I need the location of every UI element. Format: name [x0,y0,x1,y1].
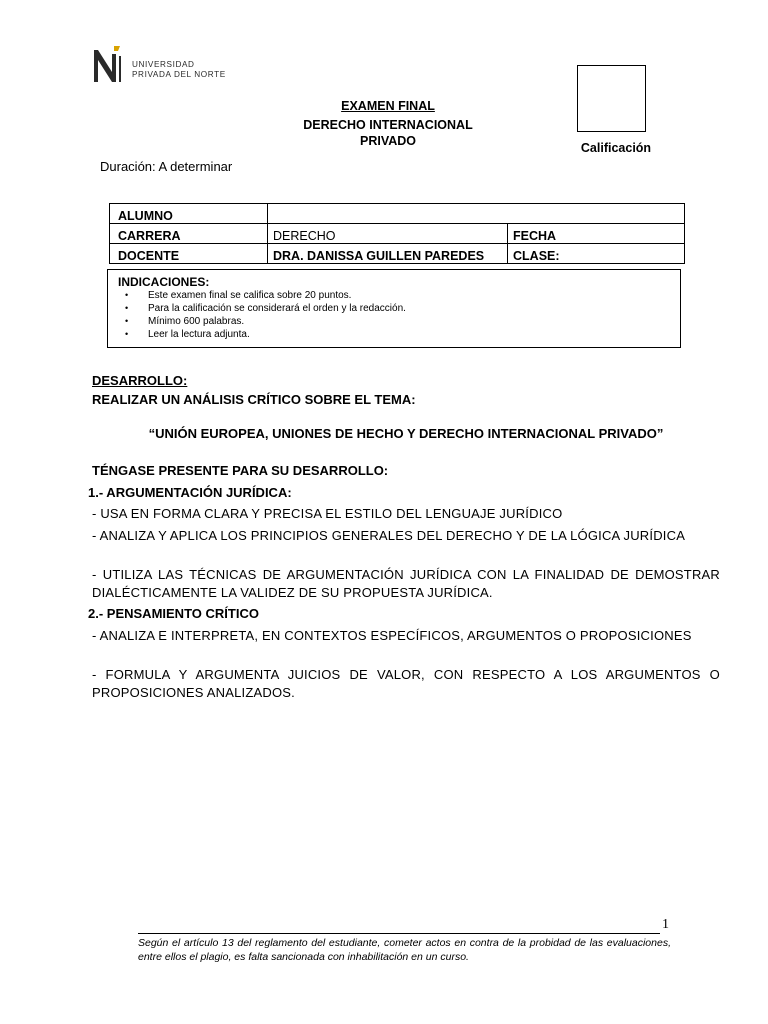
development-heading: DESARROLLO: [92,373,188,388]
section2-item: - ANALIZA E INTERPRETA, EN CONTEXTOS ESPECÍFICOS, ARGUMENTOS O PROPOSICIONES [92,628,692,643]
grade-box [577,65,646,132]
consider-heading: TÉNGASE PRESENTE PARA SU DESARROLLO: [92,463,389,478]
section2-item: - FORMULA Y ARGUMENTA JUICIOS DE VALOR, CON RESPECTO A LOS ARGUMENTOS O PROPOSICIONES ANALIZADOS. [92,667,720,700]
university-name-line2: PRIVADA DEL NORTE [132,69,226,79]
grade-label: Calificación [580,141,652,155]
indications-box [107,269,681,348]
section1-item: - USA EN FORMA CLARA Y PRECISA EL ESTILO DEL LENGUAJE JURÍDICO [92,506,563,521]
table-row [110,224,685,244]
table-row [110,244,685,264]
subject-title-line1: DERECHO INTERNACIONAL [303,118,473,132]
section1-item: - ANALIZA Y APLICA LOS PRINCIPIOS GENERALES DEL DERECHO Y DE LA LÓGICA JURÍDICA [92,528,686,543]
career-value: DERECHO [268,224,508,244]
list-item: • Este examen final se califica sobre 20 puntos. [125,290,352,301]
teacher-label: DOCENTE [110,244,268,264]
career-label: CARRERA [110,224,268,244]
indications-list [118,289,670,341]
section1-title: 1.- ARGUMENTACIÓN JURÍDICA: [88,485,292,500]
bullet-icon: • [125,329,129,339]
duration-text: Duración: A determinar [100,159,233,174]
essay-theme: “UNIÓN EUROPEA, UNIONES DE HECHO Y DERECHO INTERNACIONAL PRIVADO” [148,426,664,441]
student-value [268,204,685,224]
list-item: • Mínimo 600 palabras. [125,316,245,327]
indications-title: INDICACIONES: [118,275,210,289]
section1-item: - UTILIZA LAS TÉCNICAS DE ARGUMENTACIÓN JURÍDICA CON LA FINALIDAD DE DEMOSTRAR DIALÉCTICAMENTE LA VALIDEZ DE SU PROPUESTA JURÍDICA. [92,567,720,600]
footer-note: Según el artículo 13 del reglamento del estudiante, cometer actos en contra de la probidad de las evaluaciones, entre ellos el plagio, es falta sancionada con inhabilitación en un curso. [138,937,671,963]
bullet-icon: • [125,303,129,313]
bullet-icon: • [125,316,129,326]
list-item: • Leer la lectura adjunta. [125,329,250,340]
student-label: ALUMNO [110,204,268,224]
section2-title: 2.- PENSAMIENTO CRÍTICO [88,606,259,621]
upn-emblem-icon [92,44,128,84]
page-number: 1 [662,917,669,932]
student-info-table [109,203,685,264]
university-name-line1: UNIVERSIDAD [132,60,195,69]
teacher-value: DRA. DANISSA GUILLEN PAREDES [268,244,508,264]
subject-title-line2: PRIVADO [359,134,417,148]
university-logo [92,44,252,86]
footer-divider [138,933,660,934]
list-item: • Para la calificación se considerará el orden y la redacción. [125,303,406,314]
exam-title: EXAMEN FINAL [341,99,435,113]
class-label: CLASE: [508,244,685,264]
university-name [132,60,226,79]
date-label: FECHA [508,224,685,244]
bullet-icon: • [125,290,129,300]
table-row [110,204,685,224]
instruction-heading: REALIZAR UN ANÁLISIS CRÍTICO SOBRE EL TEMA: [92,392,416,407]
